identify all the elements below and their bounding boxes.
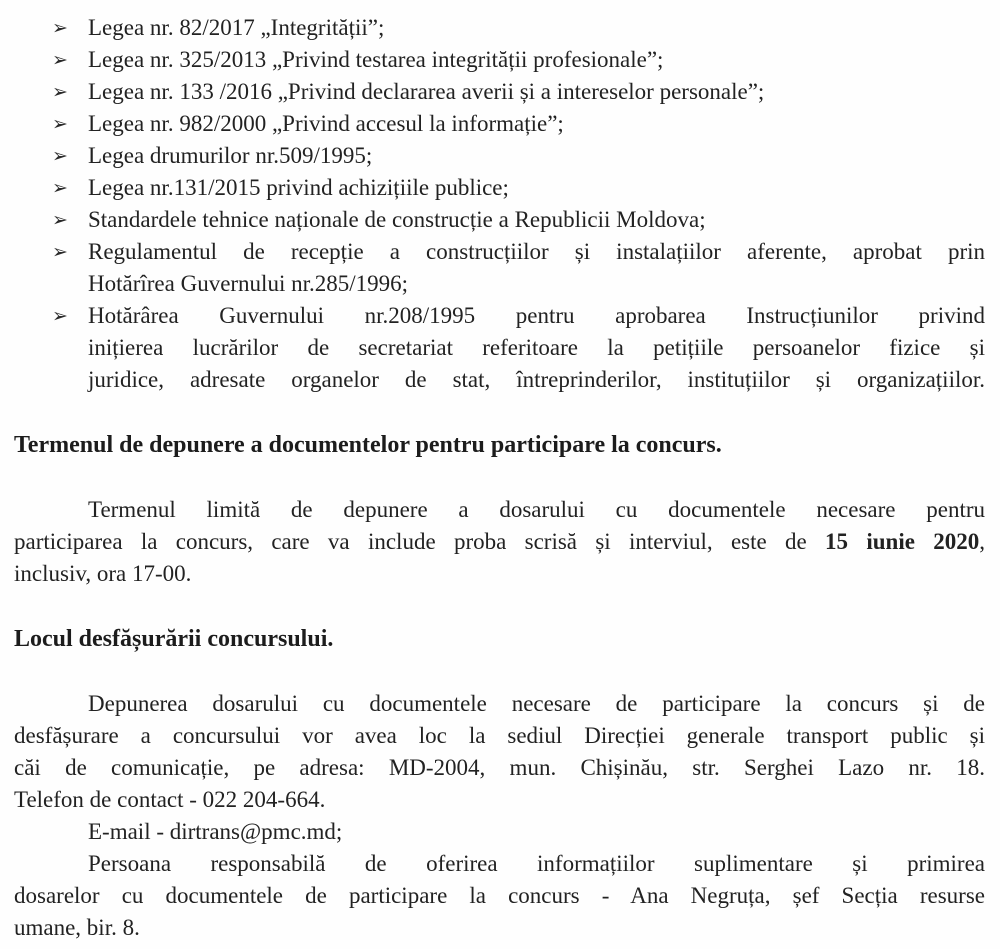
list-item-text: juridice, adresate organelor de stat, întreprinderilor, instituțiilor și organizațiilor.: [88, 367, 985, 392]
list-item-text: Hotărârea Guvernului nr.208/1995 pentru aprobarea Instrucțiunilor privind: [88, 303, 985, 328]
paragraph-line: [14, 784, 985, 816]
list-item-text: Regulamentul de recepție a construcțiilor și instalațiilor aferente, aprobat prin: [88, 239, 985, 264]
text-segment: E-mail - dirtrans@pmc.md;: [88, 819, 343, 844]
text-segment: inclusiv, ora 17-00.: [14, 561, 192, 586]
text-segment: umane, bir. 8.: [14, 915, 140, 940]
text-segment: căi de comunicație, pe adresa: MD-2004, mun. Chișinău, str. Serghei Lazo nr. 18.: [14, 755, 985, 780]
text-segment: participarea la concurs, care va include proba scrisă și interviul, este de: [14, 529, 826, 554]
bullet-spacer: [52, 364, 88, 396]
paragraph-line: [14, 494, 985, 526]
bullet-spacer: [52, 332, 88, 364]
paragraph-line: [14, 720, 985, 752]
arrow-bullet-icon: ➢: [52, 177, 68, 199]
text-segment: ,: [979, 529, 985, 554]
list-item-line: [14, 140, 985, 172]
arrow-bullet-icon: ➢: [52, 145, 68, 167]
paragraph-line: [14, 526, 985, 558]
arrow-bullet-icon: ➢: [52, 81, 68, 103]
arrow-bullet-icon: ➢: [52, 209, 68, 231]
text-segment: Telefon de contact - 022 204-664.: [14, 787, 326, 812]
list-item-line: [14, 236, 985, 268]
legal-references-list: [14, 12, 985, 396]
list-item-line: [14, 44, 985, 76]
text-segment: desfășurare a concursului vor avea loc la sediul Direcției generale transport public și: [14, 723, 985, 748]
list-item-line: [14, 108, 985, 140]
list-item-text: Legea nr. 82/2017 „Integrității”;: [88, 15, 385, 40]
list-item-line: [14, 172, 985, 204]
list-item-text: Hotărîrea Guvernului nr.285/1996;: [88, 271, 409, 296]
arrow-bullet-icon: ➢: [52, 241, 68, 263]
paragraph-termen-depunere: [14, 494, 985, 590]
paragraph-line: [14, 558, 985, 590]
list-item-text: Legea drumurilor nr.509/1995;: [88, 143, 373, 168]
text-segment: dosarelor cu documentele de participare la concurs - Ana Negruța, șef Secția resurse: [14, 883, 985, 908]
list-item-text: inițierea lucrărilor de secretariat referitoare la petițiile persoanelor fizice și: [88, 335, 985, 360]
paragraph-line: [14, 848, 985, 880]
list-item-line: [14, 332, 985, 364]
arrow-bullet-icon: ➢: [52, 49, 68, 71]
text-segment: Depunerea dosarului cu documentele necesare de participare la concurs și de: [88, 691, 985, 716]
arrow-bullet-icon: ➢: [52, 305, 68, 327]
list-item-line: [14, 204, 985, 236]
list-item-text: Legea nr. 133 /2016 „Privind declararea averii și a intereselor personale”;: [88, 79, 765, 104]
section-heading-termen-depunere: Termenul de depunere a documentelor pentru participare la concurs.: [14, 432, 722, 458]
paragraph-line: [14, 816, 985, 848]
text-segment: Persoana responsabilă de oferirea informațiilor suplimentare și primirea: [88, 851, 985, 876]
arrow-bullet-icon: ➢: [52, 17, 68, 39]
list-item-line: [14, 76, 985, 108]
list-item-text: Legea nr. 982/2000 „Privind accesul la informație”;: [88, 111, 564, 136]
bullet-spacer: [52, 268, 88, 300]
paragraph-line: [14, 688, 985, 720]
list-item-text: Legea nr.131/2015 privind achizițiile publice;: [88, 175, 509, 200]
list-item-line: [14, 268, 985, 300]
paragraph-line: [14, 880, 985, 912]
list-item-text: Standardele tehnice naționale de construcție a Republicii Moldova;: [88, 207, 706, 232]
paragraph-line: [14, 752, 985, 784]
list-item-text: Legea nr. 325/2013 „Privind testarea integrității profesionale”;: [88, 47, 664, 72]
list-item-line: [14, 364, 985, 396]
bold-text: 15 iunie 2020: [825, 529, 980, 554]
list-item-line: [14, 300, 985, 332]
text-segment: Termenul limită de depunere a dosarului cu documentele necesare pentru: [88, 497, 985, 522]
paragraph-line: [14, 912, 985, 944]
paragraph-locul-desfasurarii: [14, 688, 985, 944]
section-heading-locul-desfasurarii: Locul desfășurării concursului.: [14, 626, 334, 652]
arrow-bullet-icon: ➢: [52, 113, 68, 135]
list-item-line: [14, 12, 985, 44]
